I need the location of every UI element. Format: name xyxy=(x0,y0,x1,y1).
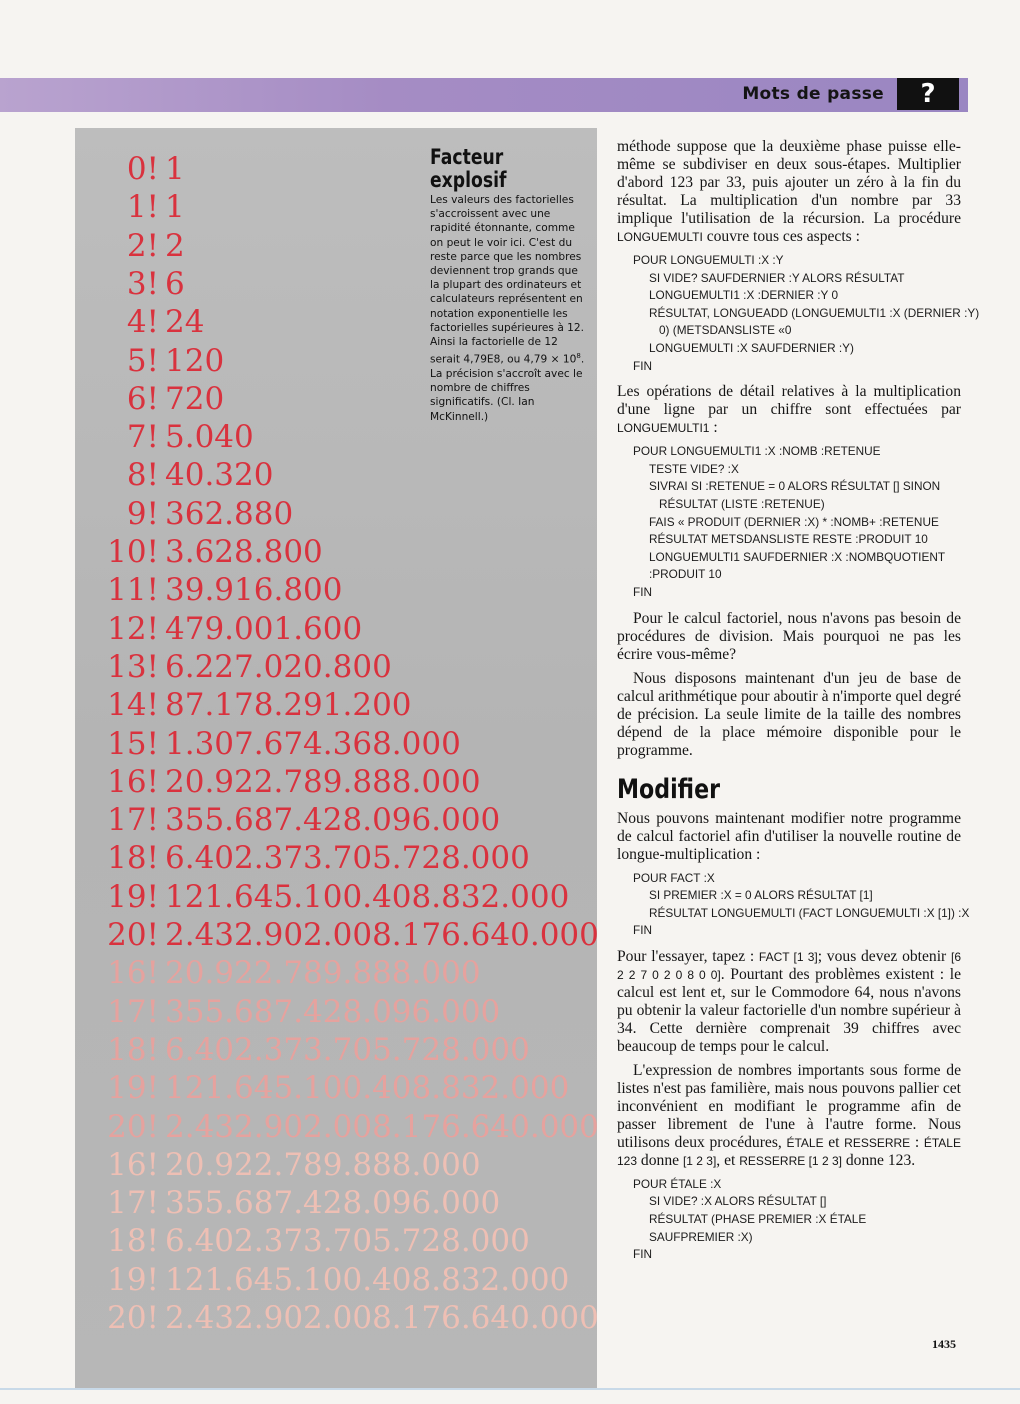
factorial-index: 12! xyxy=(107,610,159,647)
factorial-value: 6.402.373.705.728.000 xyxy=(165,1223,530,1260)
factorial-value: 39.916.800 xyxy=(165,572,343,609)
factorial-index: 14! xyxy=(107,687,159,724)
factorial-value: 5.040 xyxy=(165,419,254,456)
factorial-row xyxy=(85,1222,530,1260)
paragraph: Nous pouvons maintenant modifier notre programme de calcul factoriel afin d'utiliser la nouvelle routine de longue-multiplication : xyxy=(617,809,961,863)
code-line: SI PREMIER :X = 0 ALORS RÉSULTAT [1] xyxy=(649,888,873,903)
code-line: RÉSULTAT (LISTE :RETENUE) xyxy=(659,496,825,511)
factorial-value: 20.922.789.888.000 xyxy=(165,1146,481,1183)
factorial-index: 18! xyxy=(107,1031,159,1068)
factorial-row xyxy=(85,1069,569,1107)
factorial-index: 4! xyxy=(126,304,159,341)
factorial-index: 16! xyxy=(107,1146,159,1183)
factorial-index: 19! xyxy=(107,878,159,915)
factorial-value: 355.687.428.096.000 xyxy=(165,802,501,839)
factorial-row xyxy=(85,1031,530,1069)
factorial-index: 17! xyxy=(107,993,159,1030)
factorial-index: 20! xyxy=(107,1108,159,1145)
factorial-index: 2! xyxy=(126,227,159,264)
factorial-value: 20.922.789.888.000 xyxy=(165,763,481,800)
code-line: FIN xyxy=(633,358,653,373)
factorial-value: 1.307.674.368.000 xyxy=(165,725,461,762)
factorial-value: 2 xyxy=(165,227,185,264)
code-line: LONGUEMULTI :X SAUFDERNIER :Y) xyxy=(649,340,854,355)
factorial-row xyxy=(85,686,412,724)
factorial-index: 18! xyxy=(107,840,159,877)
factorial-index: 7! xyxy=(126,419,159,456)
code-listing xyxy=(633,1176,961,1264)
code-line: RÉSULTAT LONGUEMULTI (FACT LONGUEMULTI :X [1]) :X xyxy=(649,905,970,920)
caption-title: Facteur explosif xyxy=(430,145,507,192)
factorial-value: 355.687.428.096.000 xyxy=(165,993,501,1030)
factorial-value: 6.227.020.800 xyxy=(165,648,392,685)
code-line: FAIS « PRODUIT (DERNIER :X) * :NOMB+ :RETENUE xyxy=(649,514,939,529)
section-heading: Modifier xyxy=(617,773,721,805)
code-line: RÉSULTAT METSDANSLISTE RESTE :PRODUIT 10 xyxy=(649,532,928,547)
code-line: LONGUEMULTI1 :X :DERNIER :Y 0 xyxy=(649,288,839,303)
factorial-index: 8! xyxy=(126,457,159,494)
factorial-row xyxy=(85,342,224,380)
paragraph: Pour le calcul factoriel, nous n'avons pas besoin de procédures de division. Mais pourquoi ne pas les écrire vous-même? xyxy=(617,609,961,663)
factorial-index: 9! xyxy=(126,495,159,532)
code-line: :PRODUIT 10 xyxy=(649,567,722,582)
factorial-index: 17! xyxy=(107,1185,159,1222)
code-line: FIN xyxy=(633,584,653,599)
factorial-row xyxy=(85,303,204,341)
code-line: POUR FACT :X xyxy=(633,870,715,885)
code-line: 0) (METSDANSLISTE «0 xyxy=(659,323,792,338)
factorial-row xyxy=(85,916,599,954)
factorial-row xyxy=(85,1299,599,1337)
code-line: LONGUEMULTI1 SAUFDERNIER :X :NOMBQUOTIENT xyxy=(649,549,946,564)
factorial-row xyxy=(85,188,185,226)
paragraph: Pour l'essayer, tapez : FACT [1 3]; vous devez obtenir [6 2 2 7 0 2 0 8 0 0]. Pourtant des problèmes existent : le calcul est lent et, sur le Commodore 64, nous n'avons pu obtenir la valeur factorielle d'un nombre supérieur à 34. Cette dernière comprenait 39 chiffres avec beaucoup de temps pour le calcul. xyxy=(617,947,961,1055)
question-mark-icon: ? xyxy=(897,78,959,110)
factorial-value: 121.645.100.408.832.000 xyxy=(165,878,570,915)
factorial-index: 17! xyxy=(107,802,159,839)
factorial-row xyxy=(85,418,254,456)
factorial-value: 3.628.800 xyxy=(165,534,323,570)
factorial-row xyxy=(85,495,293,533)
factorial-index: 19! xyxy=(107,1261,159,1298)
bottom-rule xyxy=(0,1388,1020,1390)
factorial-index: 20! xyxy=(107,1300,159,1336)
factorial-row xyxy=(85,1146,481,1184)
factorial-row xyxy=(85,725,461,763)
factorial-value: 121.645.100.408.832.000 xyxy=(165,1261,570,1298)
factorial-value: 121.645.100.408.832.000 xyxy=(165,1070,570,1107)
factorial-value: 720 xyxy=(165,380,225,417)
factorial-value: 1 xyxy=(165,189,185,226)
factorial-row xyxy=(85,993,500,1031)
code-line: SIVRAI SI :RETENUE = 0 ALORS RÉSULTAT [] SINON xyxy=(649,479,941,494)
caption-text: Les valeurs des factorielles s'accroissent avec une rapidité étonnante, comme on peut le voir ici. C'est du reste parce que les nombres deviennent trop grands que la plupart des ordinateurs et calculateurs représentent en notation exponentielle les factorielles supérieures à 12. Ainsi la factorielle de 12 serait 4,79E8, ou $4,79 \times 10^8$. La précision s'accroît avec le nombre de chiffres significatifs. (Cl. Ian McKinnell.) xyxy=(430,194,585,423)
factorial-index: 16! xyxy=(107,955,159,992)
factorial-row xyxy=(85,1261,569,1299)
factorial-value: 120 xyxy=(165,342,225,379)
factorial-row xyxy=(85,571,343,609)
factorial-row xyxy=(85,954,481,992)
code-line: SI VIDE? :X ALORS RÉSULTAT [] xyxy=(649,1194,827,1209)
factorial-index: 19! xyxy=(107,1070,159,1107)
paragraph: Nous disposons maintenant d'un jeu de base de calcul arithmétique pour aboutir à n'importe quel degré de précision. La seule limite de la taille des nombres dépend de la place mémoire disponible pour le programme. xyxy=(617,669,961,759)
paragraph: Les opérations de détail relatives à la multiplication d'une ligne par un chiffre sont effectuées par LONGUEMULTI1 : xyxy=(617,383,961,437)
factorial-index: 10! xyxy=(107,534,159,570)
code-line: TESTE VIDE? :X xyxy=(649,461,739,476)
factorial-value: 2.432.902.008.176.640.000 xyxy=(165,917,599,953)
factorial-row xyxy=(85,839,530,877)
factorial-row xyxy=(85,1108,599,1146)
paragraph: L'expression de nombres importants sous forme de listes n'est pas familière, mais nous pouvons pallier cet inconvénient en modifiant le programme afin de passer librement de l'une à l'autre forme. Nous utilisons deux procédures, ÉTALE et RESSERRE : ÉTALE 123 donne [1 2 3], et RESSERRE [1 2 3] donne 123. xyxy=(617,1061,961,1169)
code-line: POUR LONGUEMULTI :X :Y xyxy=(633,253,784,267)
code-listing xyxy=(633,870,970,940)
factorial-index: 15! xyxy=(107,725,159,762)
factorial-index: 20! xyxy=(107,917,159,953)
factorial-row xyxy=(85,1184,500,1222)
factorial-row xyxy=(85,533,323,571)
code-line: SAUFPREMIER :X) xyxy=(649,1229,753,1244)
code-line: POUR ÉTALE :X xyxy=(633,1176,722,1191)
factorial-row xyxy=(85,150,185,188)
code-line: RÉSULTAT (PHASE PREMIER :X ÉTALE xyxy=(649,1212,867,1227)
code-line: FIN xyxy=(633,1247,653,1262)
factorial-value: 2.432.902.008.176.640.000 xyxy=(165,1108,599,1145)
factorial-index: 11! xyxy=(107,572,159,609)
factorial-index: 0! xyxy=(126,151,159,187)
factorial-index: 1! xyxy=(126,189,159,226)
factorial-value: 20.922.789.888.000 xyxy=(165,955,481,992)
factorial-value: 6.402.373.705.728.000 xyxy=(165,840,530,877)
factorial-value: 355.687.428.096.000 xyxy=(165,1185,501,1222)
factorial-value: 40.320 xyxy=(165,457,274,494)
factorial-row xyxy=(85,265,185,303)
factorial-row xyxy=(85,878,569,916)
factorial-value: 362.880 xyxy=(165,495,294,532)
section-title: Mots de passe xyxy=(742,84,884,104)
factorial-value: 87.178.291.200 xyxy=(165,687,412,724)
factorial-row xyxy=(85,648,392,686)
page-number: 1435 xyxy=(932,1337,956,1351)
factorial-row xyxy=(85,610,362,648)
factorial-row xyxy=(85,801,500,839)
factorial-index: 6! xyxy=(126,380,159,417)
factorial-index: 5! xyxy=(126,342,159,379)
factorial-index: 16! xyxy=(107,763,159,800)
code-line: SI VIDE? SAUFDERNIER :Y ALORS RÉSULTAT xyxy=(649,270,905,285)
code-line: RÉSULTAT, LONGUEADD (LONGUEMULTI1 :X (DERNIER :Y) xyxy=(649,305,980,320)
factorial-row xyxy=(85,380,224,418)
code-line: POUR LONGUEMULTI1 :X :NOMB :RETENUE xyxy=(633,444,881,459)
factorial-value: 6.402.373.705.728.000 xyxy=(165,1031,530,1068)
code-listing xyxy=(633,252,980,375)
factorial-row xyxy=(85,763,481,801)
factorial-value: 2.432.902.008.176.640.000 xyxy=(165,1300,599,1336)
code-listing xyxy=(633,443,961,601)
factorial-value: 1 xyxy=(165,151,185,187)
factorial-row xyxy=(85,227,185,265)
factorial-index: 18! xyxy=(107,1223,159,1260)
factorial-index: 13! xyxy=(107,648,159,685)
article-column xyxy=(617,138,980,1272)
factorial-value: 479.001.600 xyxy=(165,610,363,647)
factorial-value: 6 xyxy=(165,265,185,302)
factorial-row xyxy=(85,456,273,494)
code-line: FIN xyxy=(633,923,653,938)
paragraph: méthode suppose que la deuxième phase puisse elle-même se subdiviser en deux sous-étapes. Multiplier d'abord 123 par 33, puis ajouter un zéro à la fin du résultat. La multiplication d'un nombre par 33 implique l'utilisation de la récursion. La procédure LONGUEMULTI couvre tous ces aspects : xyxy=(617,138,961,245)
factorial-index: 3! xyxy=(126,265,159,302)
factorial-value: 24 xyxy=(165,304,205,341)
